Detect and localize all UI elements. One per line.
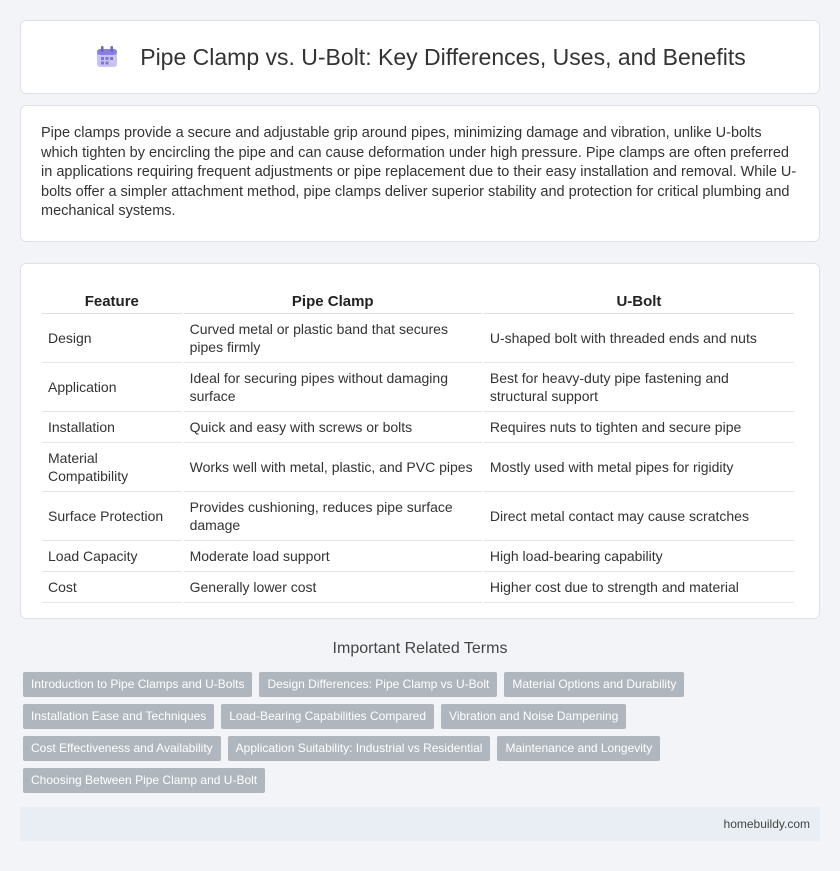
footer xyxy=(20,807,820,841)
page-title: Pipe Clamp vs. U-Bolt: Key Differences, Uses, and Benefits xyxy=(140,43,746,70)
pipe-clamp-cell: Moderate load support xyxy=(184,541,482,572)
pipe-clamp-cell: Curved metal or plastic band that secures pipes firmly xyxy=(184,314,482,363)
related-term-tag[interactable]: Vibration and Noise Dampening xyxy=(441,704,626,729)
table-header-row xyxy=(42,284,794,314)
header-pipe-clamp: Pipe Clamp xyxy=(184,284,482,314)
related-term-tag[interactable]: Introduction to Pipe Clamps and U-Bolts xyxy=(23,672,252,697)
u-bolt-cell: U-shaped bolt with threaded ends and nuts xyxy=(484,314,794,363)
feature-cell: Design xyxy=(42,314,182,363)
feature-cell: Installation xyxy=(42,412,182,443)
u-bolt-cell: Requires nuts to tighten and secure pipe xyxy=(484,412,794,443)
comparison-card xyxy=(20,263,820,619)
u-bolt-cell: Direct metal contact may cause scratches xyxy=(484,492,794,541)
table-row xyxy=(42,412,794,443)
pipe-clamp-cell: Provides cushioning, reduces pipe surface damage xyxy=(184,492,482,541)
feature-cell: Surface Protection xyxy=(42,492,182,541)
header-u-bolt: U-Bolt xyxy=(484,284,794,314)
related-term-tag[interactable]: Choosing Between Pipe Clamp and U-Bolt xyxy=(23,768,265,793)
related-terms-title: Important Related Terms xyxy=(332,640,508,657)
feature-cell: Material Compatibility xyxy=(42,443,182,492)
related-term-tag[interactable]: Application Suitability: Industrial vs Residential xyxy=(228,736,491,761)
related-term-tag[interactable]: Cost Effectiveness and Availability xyxy=(23,736,221,761)
intro-card xyxy=(20,105,820,242)
table-row xyxy=(42,492,794,541)
related-term-tag[interactable]: Maintenance and Longevity xyxy=(497,736,660,761)
table-row xyxy=(42,443,794,492)
header-card xyxy=(20,20,820,94)
pipe-clamp-cell: Generally lower cost xyxy=(184,572,482,603)
feature-cell: Cost xyxy=(42,572,182,603)
footer-site-name[interactable]: homebuildy.com xyxy=(723,817,810,831)
feature-cell: Load Capacity xyxy=(42,541,182,572)
related-term-tag[interactable]: Design Differences: Pipe Clamp vs U-Bolt xyxy=(259,672,497,697)
related-term-tag[interactable]: Load-Bearing Capabilities Compared xyxy=(221,704,434,729)
pipe-clamp-cell: Quick and easy with screws or bolts xyxy=(184,412,482,443)
related-term-tag[interactable]: Installation Ease and Techniques xyxy=(23,704,214,729)
u-bolt-cell: Higher cost due to strength and material xyxy=(484,572,794,603)
table-row xyxy=(42,541,794,572)
table-row xyxy=(42,363,794,412)
related-term-tag[interactable]: Material Options and Durability xyxy=(504,672,684,697)
calendar-icon xyxy=(94,44,120,70)
u-bolt-cell: Mostly used with metal pipes for rigidity xyxy=(484,443,794,492)
feature-cell: Application xyxy=(42,363,182,412)
pipe-clamp-cell: Ideal for securing pipes without damaging surface xyxy=(184,363,482,412)
u-bolt-cell: Best for heavy-duty pipe fastening and structural support xyxy=(484,363,794,412)
table-row xyxy=(42,572,794,603)
pipe-clamp-cell: Works well with metal, plastic, and PVC pipes xyxy=(184,443,482,492)
intro-paragraph: Pipe clamps provide a secure and adjustable grip around pipes, minimizing damage and vibration, unlike U-bolts which tighten by encircling the pipe and can cause deformation under high pressure. Pipe clamps are often preferred in applications requiring frequent adjustments or pipe replacement due to their easy installation and removal. While U-bolts offer a simpler attachment method, pipe clamps deliver superior stability and protection for critical plumbing and mechanical systems. xyxy=(41,125,797,220)
comparison-table xyxy=(40,284,796,603)
related-terms-list xyxy=(23,672,723,793)
table-row xyxy=(42,314,794,363)
header-feature: Feature xyxy=(42,284,182,314)
u-bolt-cell: High load-bearing capability xyxy=(484,541,794,572)
